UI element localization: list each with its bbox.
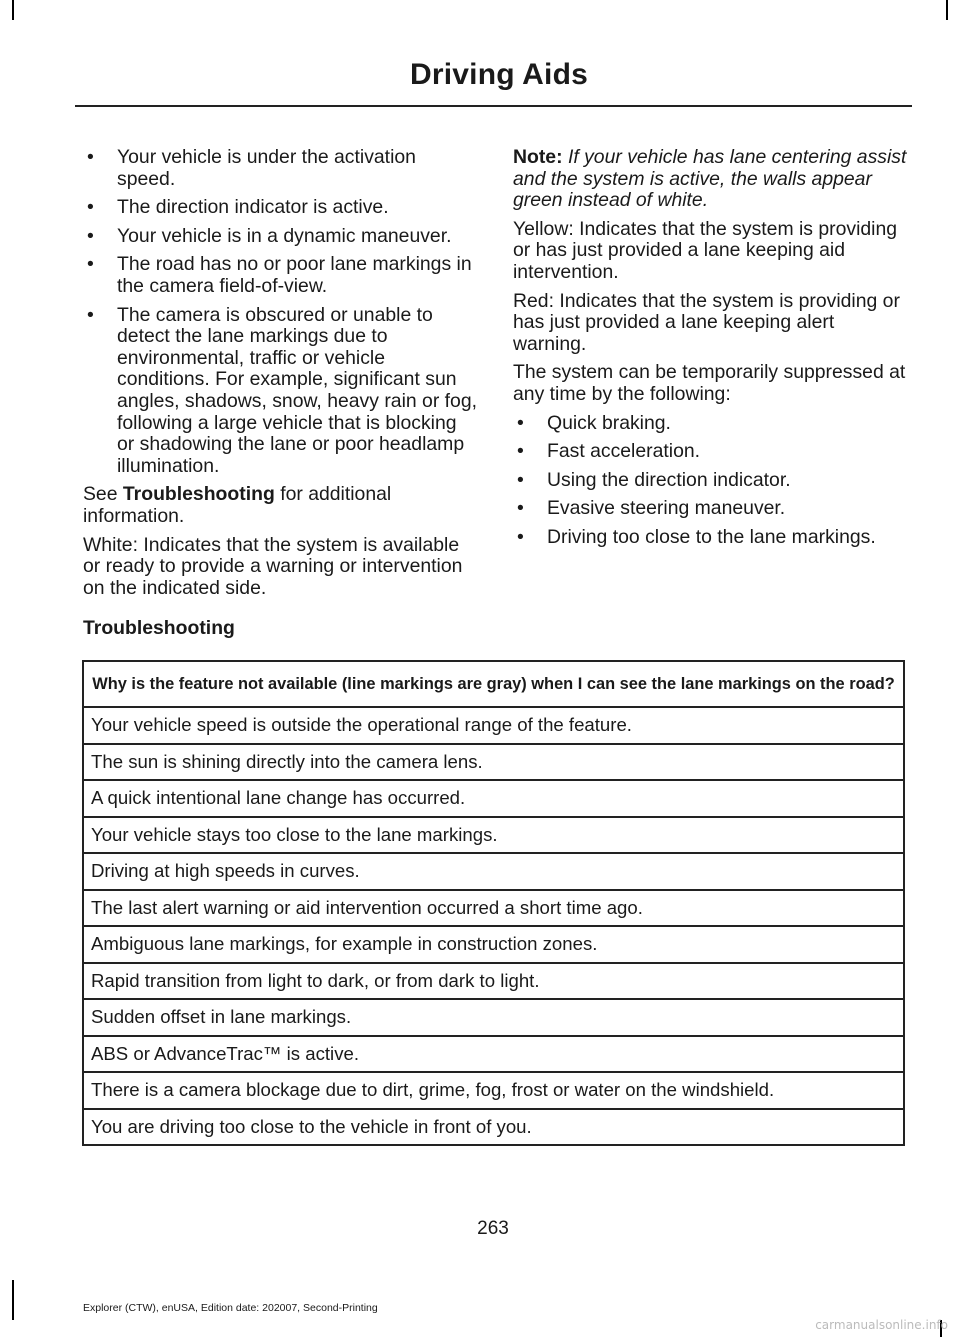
table-cell: A quick intentional lane change has occurred.: [83, 780, 904, 817]
list-item: • Your vehicle is under the activation speed.: [83, 147, 478, 190]
table-cell: Driving at high speeds in curves.: [83, 853, 904, 890]
header-divider: [75, 105, 912, 107]
table-header-cell: Why is the feature not available (line markings are gray) when I can see the lane markings on the road?: [83, 661, 904, 707]
crop-mark-top-right: [946, 0, 948, 20]
table-header-row: [83, 661, 904, 707]
suppression-conditions-list: [513, 413, 909, 549]
list-item: • The direction indicator is active.: [83, 197, 478, 219]
note-label: Note:: [513, 146, 563, 168]
page-number: 263: [477, 1218, 509, 1239]
white-indicator-paragraph: White: Indicates that the system is available or ready to provide a warning or intervention on the indicated side.: [83, 533, 463, 599]
list-item: • Driving too close to the lane markings.: [513, 527, 909, 549]
table-cell: The last alert warning or aid intervention occurred a short time ago.: [83, 890, 904, 927]
crop-mark-top-left: [12, 0, 14, 20]
table-cell: Your vehicle speed is outside the operational range of the feature.: [83, 707, 904, 744]
list-item: • Evasive steering maneuver.: [513, 498, 909, 520]
list-item: • Fast acceleration.: [513, 441, 909, 463]
table-row: [83, 744, 904, 781]
list-item: • The camera is obscured or unable to detect the lane markings due to environmental, traffic or vehicle conditions. For example, significant sun angles, shadows, snow, heavy rain or fog, following a large vehicle that is blocking or shadowing the lane or poor headlamp illumination.: [83, 305, 478, 478]
see-suffix: for additional information.: [83, 483, 392, 527]
left-column: [83, 147, 478, 606]
right-column: [513, 147, 909, 556]
note-text: If your vehicle has lane centering assist and the system is active, the walls appear green instead of white.: [513, 146, 907, 212]
deactivation-conditions-list: [83, 147, 478, 477]
table-cell: The sun is shining directly into the camera lens.: [83, 744, 904, 781]
table-cell: Sudden offset in lane markings.: [83, 999, 904, 1036]
table-row: [83, 817, 904, 854]
table-row: [83, 890, 904, 927]
table-row: [83, 963, 904, 1000]
edition-footer: Explorer (CTW), enUSA, Edition date: 202007, Second-Printing: [83, 1302, 378, 1314]
table-cell: There is a camera blockage due to dirt, grime, fog, frost or water on the windshield.: [83, 1072, 904, 1109]
watermark: carmanualsonline.info: [815, 1318, 948, 1332]
table-cell: ABS or AdvanceTrac™ is active.: [83, 1036, 904, 1073]
page-title: Driving Aids: [410, 58, 588, 91]
list-item: • Your vehicle is in a dynamic maneuver.: [83, 226, 478, 248]
list-item: • Using the direction indicator.: [513, 470, 909, 492]
see-troubleshooting-paragraph: [83, 484, 478, 527]
troubleshooting-table: [82, 660, 905, 1146]
see-prefix: See: [83, 483, 118, 506]
table-row: [83, 707, 904, 744]
troubleshooting-heading: Troubleshooting: [83, 617, 235, 639]
table-cell: Ambiguous lane markings, for example in construction zones.: [83, 926, 904, 963]
table-cell: You are driving too close to the vehicle in front of you.: [83, 1109, 904, 1146]
crop-mark-bottom-left: [12, 1280, 14, 1320]
red-indicator-paragraph: Red: Indicates that the system is providing or has just provided a lane keeping alert warning.: [513, 289, 900, 355]
troubleshooting-reference: Troubleshooting: [122, 483, 275, 506]
table-row: [83, 853, 904, 890]
suppression-intro: The system can be temporarily suppressed at any time by the following:: [513, 361, 906, 405]
table-row: [83, 1109, 904, 1146]
table-row: [83, 1072, 904, 1109]
table-cell: Your vehicle stays too close to the lane markings.: [83, 817, 904, 854]
note-paragraph: [513, 147, 909, 212]
table-row: [83, 926, 904, 963]
table-row: [83, 999, 904, 1036]
table-row: [83, 1036, 904, 1073]
yellow-indicator-paragraph: Yellow: Indicates that the system is providing or has just provided a lane keeping aid intervention.: [513, 217, 898, 283]
table-row: [83, 780, 904, 817]
table-cell: Rapid transition from light to dark, or from dark to light.: [83, 963, 904, 1000]
list-item: • Quick braking.: [513, 413, 909, 435]
list-item: • The road has no or poor lane markings in the camera field-of-view.: [83, 254, 478, 297]
